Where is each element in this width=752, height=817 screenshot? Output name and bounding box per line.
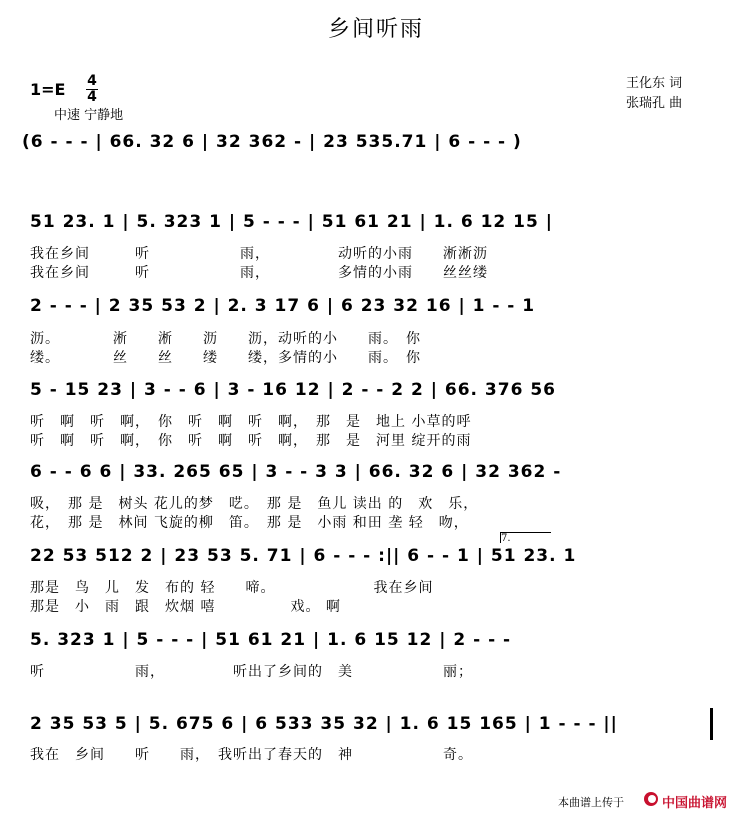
notation-line: 2 - - - | 2 35 53 2 | 2. 3 17 6 | 6 23 32 16 | 1 - - 1 bbox=[30, 296, 536, 316]
notation-line: 51 23. 1 | 5. 323 1 | 5 - - - | 51 61 21 | 1. 6 12 15 | bbox=[30, 212, 553, 232]
lyric-verse-1: 吸， 那 是 树头 花儿的梦 呓。 那 是 鱼儿 读出 的 欢 乐， bbox=[30, 496, 479, 512]
time-signature: 4 4 bbox=[87, 73, 97, 105]
lyric-verse-1: 那是 鸟 儿 发 布的 轻 啼。 我在乡间 bbox=[30, 580, 434, 596]
lyric-verse-1: 沥。 淅 淅 沥 沥，动听的小 雨。 你 bbox=[30, 331, 421, 347]
lyric-verse-2: 我在乡间 听 雨， 多情的小雨 丝丝缕 bbox=[30, 265, 488, 281]
notation-line: 5. 323 1 | 5 - - - | 51 61 21 | 1. 6 15 12 | 2 - - - bbox=[30, 630, 512, 650]
lyric-verse-1: 听 雨， 听出了乡间的 美 丽； bbox=[30, 664, 473, 680]
site-logo-text: 中国曲谱网 bbox=[662, 796, 728, 811]
notation-line: 2 35 53 5 | 5. 675 6 | 6 533 35 32 | 1. 6 15 165 | 1 - - - || bbox=[30, 714, 618, 734]
key-signature: 1=E bbox=[30, 80, 66, 99]
final-barline bbox=[710, 708, 713, 740]
lyric-verse-2: 听 啊 听 啊， 你 听 啊 听 啊， 那 是 河里 绽开的雨 bbox=[30, 433, 472, 449]
notation-line: 5 - 15 23 | 3 - - 6 | 3 - 16 12 | 2 - - 2 2 | 66. 376 56 bbox=[30, 380, 556, 400]
lyric-verse-1: 我在乡间 听 雨， 动听的小雨 淅淅沥 bbox=[30, 246, 488, 262]
page-title: 乡间听雨 bbox=[327, 17, 424, 42]
volta-bracket: 7. bbox=[500, 532, 551, 543]
lyric-verse-2: 缕。 丝 丝 缕 缕，多情的小 雨。 你 bbox=[30, 350, 421, 366]
notation-line: (6 - - - | 66. 32 6 | 32 362 - | 23 535.71 | 6 - - - ) bbox=[22, 132, 522, 152]
notation-line: 22 53 512 2 | 23 53 5. 71 | 6 - - - :|| 6 - - 1 | 51 23. 1 bbox=[30, 546, 577, 566]
lyricist-credit: 王化东 词 bbox=[626, 76, 683, 91]
upload-note: 本曲谱上传于 bbox=[558, 796, 624, 809]
lyric-verse-1: 我在 乡间 听 雨， 我听出了春天的 神 奇。 bbox=[30, 747, 473, 763]
notation-line: 6 - - 6 6 | 33. 265 65 | 3 - - 3 3 | 66. 32 6 | 32 362 - bbox=[30, 462, 562, 482]
tempo-marking: 中速 宁静地 bbox=[54, 108, 124, 123]
composer-credit: 张瑞孔 曲 bbox=[626, 96, 683, 111]
lyric-verse-2: 那是 小 雨 跟 炊烟 嘻 戏。 啊 bbox=[30, 599, 341, 615]
site-logo-icon bbox=[643, 791, 659, 807]
lyric-verse-1: 听 啊 听 啊， 你 听 啊 听 啊， 那 是 地上 小草的呼 bbox=[30, 414, 472, 430]
lyric-verse-2: 花， 那 是 林间 飞旋的柳 笛。 那 是 小雨 和田 垄 轻 吻， bbox=[30, 515, 469, 531]
